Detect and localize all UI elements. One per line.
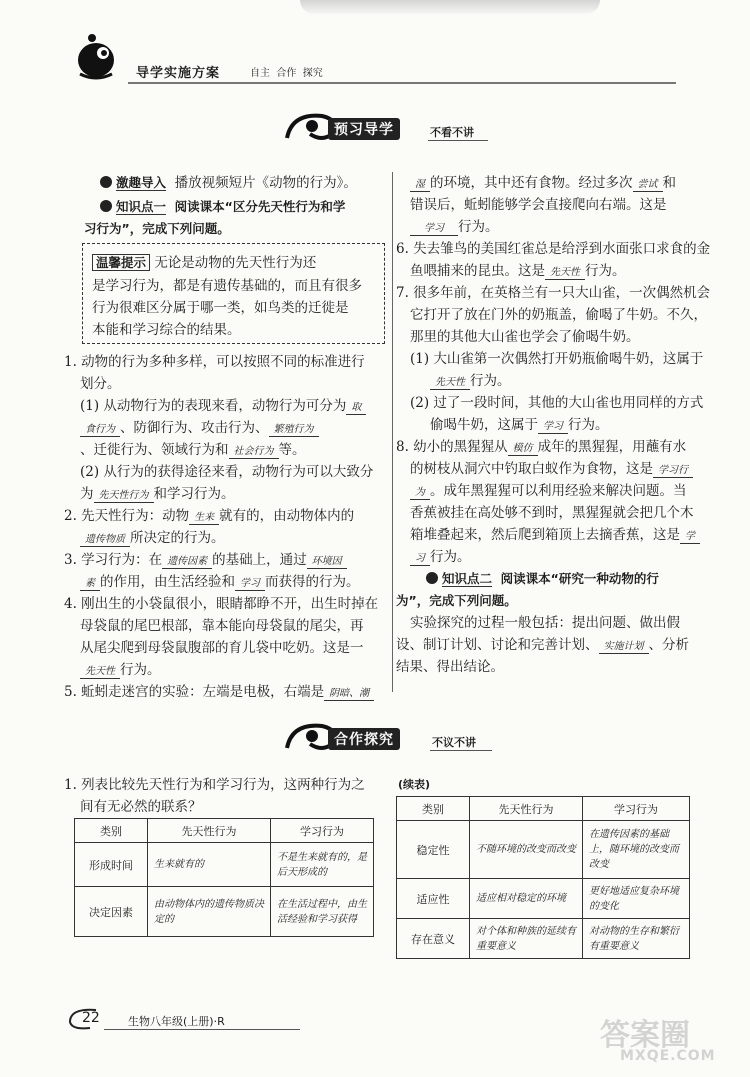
table-cell: 适应性: [397, 879, 470, 919]
answer-blank: 学习行: [653, 464, 693, 478]
q1-2-text: 和学习行为。: [153, 486, 235, 502]
q3-text: 3. 学习行为：在: [64, 552, 163, 568]
answer-blank: 习: [410, 552, 430, 566]
answer-blank: 为: [410, 486, 430, 500]
table-row: [75, 843, 374, 887]
coop-banner: [282, 718, 502, 754]
answer-blank: 生来: [189, 511, 219, 525]
k2-text: 阅读课本“研究一种动物的行: [500, 571, 659, 586]
watermark-logo-text: 答案圈: [600, 1018, 690, 1053]
q8-text: 成年的黑猩猩，用蘸有水: [537, 439, 687, 455]
q1-1-a: [80, 397, 366, 415]
q7-2-a: (2) 过了一段时间，其他的大山雀也用同样的方式: [410, 395, 704, 411]
coop-q1-line-b: 间有无必然的联系？: [80, 799, 202, 815]
k1-label: 知识点一: [116, 199, 167, 214]
preview-banner: [282, 108, 492, 144]
q2-text: 就有的，由动物体内的: [219, 508, 355, 524]
table-header-row: [75, 819, 374, 843]
answer-blank: 繁殖行为: [269, 423, 319, 437]
answer-blank: 学习: [410, 222, 458, 236]
table-cell: 在遗传因素的基础上，随环境的改变而改变: [583, 821, 690, 879]
table-cell: 稳定性: [397, 821, 470, 879]
bullet-icon: [100, 176, 112, 188]
q8-text: 箱堆叠起来，然后爬到箱顶上去摘香蕉，这是: [410, 527, 680, 543]
k2-line-d: [396, 636, 689, 654]
q3-a: [64, 551, 347, 569]
page-number-text: 22: [82, 1010, 100, 1026]
header-cell: 学习行为: [271, 819, 374, 843]
q3-text: 的基础上，通过: [212, 552, 307, 568]
k2-line-e: 结果、得出结论。: [396, 659, 504, 675]
header-cell: 先天性行为: [148, 819, 271, 843]
q4-line-d: [80, 661, 161, 679]
answer-blank: 先天性: [430, 376, 470, 390]
q1-1-text: (1) 从动物行为的表现来看，动物行为可分为: [80, 398, 347, 414]
r-text: 和: [662, 175, 676, 191]
page-number: [66, 1006, 102, 1032]
k1-line: [100, 198, 345, 216]
q4-line-b: 母袋鼠的尾巴根部，靠本能向母袋鼠的尾尖，再: [80, 618, 364, 634]
tip-text: 无论是动物的先天性行为还: [154, 255, 317, 271]
table-cell: 在生活过程中，由生活经验和学习获得: [271, 887, 374, 937]
k1-text: 阅读课本“区分先天性行为和学: [174, 199, 346, 214]
k2-text: 、分析: [648, 637, 689, 653]
preview-banner-rule: [428, 140, 488, 141]
q1-1-c: [80, 441, 306, 459]
answer-blank: 遗传物质: [80, 533, 130, 547]
continued-label: (续表): [398, 778, 431, 791]
intro-line: [100, 174, 357, 192]
column-divider: [392, 172, 393, 692]
answer-blank: 环境因: [307, 555, 347, 569]
comparison-table-1: [74, 818, 374, 937]
q1-line-b: 划分。: [80, 376, 121, 392]
k2-text: 设、制订计划、讨论和完善计划、: [396, 637, 599, 653]
q8-line-d: 香蕉被挂在高处够不到时，黑猩猩就会把几个木: [410, 505, 694, 521]
q2-text: 2. 先天性行为：动物: [64, 508, 190, 524]
q5-line-a: [64, 683, 374, 701]
bullet-icon: [426, 572, 438, 584]
table-cell: 形成时间: [75, 843, 148, 887]
r-line-3: [410, 218, 499, 236]
tip-line-3: 行为很难区分属于哪一类，如鸟类的迁徙是: [92, 300, 349, 316]
tip-label: 温馨提示: [92, 254, 150, 271]
table-cell: 决定因素: [75, 887, 148, 937]
k2-label: 知识点二: [442, 571, 493, 586]
q8-line-b: [410, 460, 693, 478]
q1-2-b: [80, 485, 235, 503]
r-text: 的环境，其中还有食物。经过多次: [430, 175, 633, 191]
q3-text: 的作用，由生活经验和: [100, 574, 235, 590]
header-title: 导学实施方案: [136, 66, 221, 81]
q8-text: 8. 幼小的黑猩猩从: [396, 439, 508, 455]
intro-label: 激趣导入: [116, 175, 167, 190]
coop-title: 合作探究: [328, 728, 400, 750]
answer-blank: 湿: [410, 178, 430, 192]
q7-1-b: [430, 372, 511, 390]
q1-line-a: 1. 动物的行为多种多样，可以按照不同的标准进行: [64, 354, 365, 370]
answer-blank: 实施计划: [599, 640, 649, 654]
header-cell: 先天性行为: [470, 797, 583, 821]
q1-1-text: 、迁徙行为、领域行为和: [80, 442, 229, 458]
q3-text: 而获得的行为。: [265, 574, 360, 590]
k2-line: [426, 570, 659, 588]
header-subtitle: 自主 合作 探究: [250, 68, 323, 79]
top-binding-shadow: [300, 0, 600, 14]
q8-line-f: [410, 548, 471, 566]
r-line-1: [410, 174, 676, 192]
q5-text: 5. 蚯蚓走迷宫的实验：左端是电极，右端是: [64, 684, 325, 700]
q8-text: 行为。: [430, 549, 471, 565]
q7-2-b: [430, 416, 609, 434]
answer-blank: 先天性: [80, 665, 120, 679]
table-cell: 适应相对稳定的环境: [470, 879, 583, 919]
answer-blank: 学: [680, 530, 700, 544]
answer-blank: 学习: [235, 577, 265, 591]
answer-blank: 学习: [538, 420, 568, 434]
table-cell: 生来就有的: [148, 843, 271, 887]
preview-slogan: 不看不讲: [430, 126, 474, 139]
table-row: [75, 887, 374, 937]
watermark-url: MXQE.COM: [620, 1048, 716, 1064]
q7-1-a: (1) 大山雀第一次偶然打开奶瓶偷喝牛奶，这属于: [410, 351, 704, 367]
answer-blank: 模仿: [508, 442, 538, 456]
q7-line-a: 7. 很多年前，在英格兰有一只大山雀，一次偶然机会: [396, 285, 711, 301]
comparison-table-2: [396, 796, 690, 959]
answer-blank: 素: [80, 577, 100, 591]
header-cell: 学习行为: [583, 797, 690, 821]
q8-line-e: [410, 526, 700, 544]
answer-blank: 阴暗、潮: [324, 687, 374, 701]
q8-line-a: [396, 438, 686, 456]
intro-text: 播放视频短片《动物的行为》。: [174, 175, 357, 191]
mascot-logo: [70, 30, 122, 82]
q1-1-b: [80, 419, 319, 437]
header-rule: [128, 82, 676, 84]
answer-blank: 遗传因素: [162, 555, 212, 569]
q7-line-b: 它打开了放在门外的奶瓶盖，偷喝了牛奶。不久，: [410, 307, 707, 323]
k1-text-cont: 习行为”，完成下列问题。: [84, 221, 230, 236]
answer-blank: 先天性行为: [94, 489, 154, 503]
q3-b: [80, 573, 360, 591]
q6-text: 鱼喂捕来的昆虫。这是: [410, 263, 545, 279]
q1-2-a: (2) 从行为的获得途径来看，动物行为可以大致分: [80, 464, 374, 480]
table-cell: 不是生来就有的，是后天形成的: [271, 843, 374, 887]
bullet-icon: [100, 200, 112, 212]
q7-text: 行为。: [470, 373, 511, 389]
answer-blank: 先天性: [545, 266, 585, 280]
answer-blank: 取: [346, 401, 366, 415]
q4-text: 行为。: [120, 662, 161, 678]
q7-text: 行为。: [568, 417, 609, 433]
book-title: 生物八年级(上册)·R: [128, 1015, 225, 1028]
q7-line-c: 那里的其他大山雀也学会了偷喝牛奶。: [410, 329, 640, 345]
q2-b: [80, 529, 225, 547]
header-cell: 类别: [397, 797, 470, 821]
footer-rule: [104, 1029, 300, 1030]
q8-text: 。成年黑猩猩可以利用经验来解决问题。当: [430, 483, 687, 499]
answer-blank: 食行为: [80, 423, 120, 437]
q1-2-text: 为: [80, 486, 94, 502]
q1-1-text: 、防御行为、攻击行为、: [120, 420, 269, 436]
q8-line-c: [410, 482, 687, 500]
q6-text: 行为。: [585, 263, 626, 279]
coop-q1-line-a: 1. 列表比较先天性行为和学习行为，这两种行为之: [64, 777, 365, 793]
table-cell: 由动物体内的遗传物质决定的: [148, 887, 271, 937]
table-cell: 不随环境的改变而改变: [470, 821, 583, 879]
header-cell: 类别: [75, 819, 148, 843]
table-row: [397, 919, 690, 959]
table-cell: 对动物的生存和繁衍有重要意义: [583, 919, 690, 959]
q1-1-text: 等。: [278, 442, 306, 458]
table-row: [397, 821, 690, 879]
q6-line-a: 6. 失去雏鸟的美国红雀总是给浮到水面张口求食的金: [396, 241, 711, 257]
answer-blank: 社会行为: [229, 445, 279, 459]
tip-line-2: 是学习行为，都是有遗传基础的，而且有很多: [92, 278, 362, 294]
q2-text: 所决定的行为。: [130, 530, 225, 546]
table-cell: 存在意义: [397, 919, 470, 959]
tip-line-1: [92, 254, 316, 272]
q2-a: [64, 507, 354, 525]
r-line-2: 错误后，蚯蚓能够学会直接爬向右端。这是: [410, 197, 667, 213]
k2-line-c: 实验探究的过程一般包括：提出问题、做出假: [410, 615, 680, 631]
q4-line-a: 4. 刚出生的小袋鼠很小，眼睛都睁不开，出生时掉在: [64, 596, 379, 612]
coop-slogan: 不议不讲: [432, 736, 476, 749]
r-text: 行为。: [458, 219, 499, 235]
k2-text-cont: 为”，完成下列问题。: [396, 593, 517, 608]
tip-line-4: 本能和学习综合的结果。: [92, 322, 241, 338]
q7-text: 偷喝牛奶，这属于: [430, 417, 538, 433]
q8-text: 的树枝从洞穴中钓取白蚁作为食物，这是: [410, 461, 653, 477]
table-cell: 更好地适应复杂环境的变化: [583, 879, 690, 919]
preview-title: 预习导学: [328, 118, 400, 140]
table-header-row: [397, 797, 690, 821]
table-row: [397, 879, 690, 919]
q4-line-c: 从尾尖爬到母袋鼠腹部的育儿袋中吃奶。这是一: [80, 640, 364, 656]
table-cell: 对个体和种族的延续有重要意义: [470, 919, 583, 959]
coop-banner-rule: [430, 750, 492, 751]
q6-line-b: [410, 262, 626, 280]
answer-blank: 尝试: [633, 178, 663, 192]
